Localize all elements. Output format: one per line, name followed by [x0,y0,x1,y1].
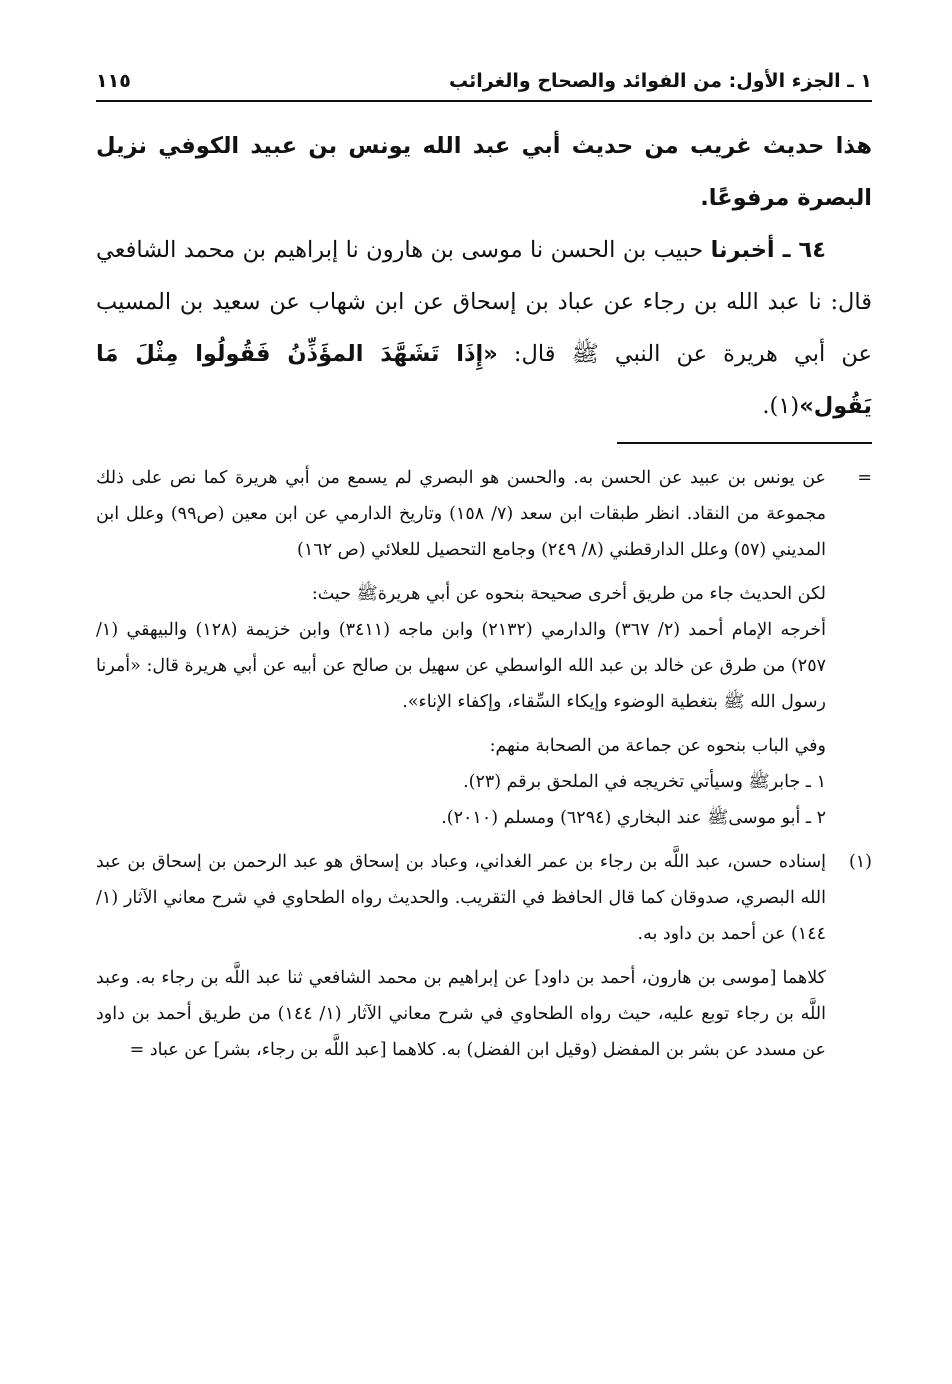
footnote-1-body [96,844,826,952]
footnote-text: أخرجه الإمام أحمد (٢/ ٣٦٧) والدارمي (٢١٣٢) وابن ماجه (٣٤١١) وابن خزيمة (١٢٨) والبيهقي (١/ ٢٥٧) من طرق عن خالد بن عبد الله الواسطي عن سهيل بن صالح عن أبيه عن أبي هريرة قال: «أمرنا رسول الله ﷺ بتغطية الوضوء وإيكاء السِّقاء، وإكفاء الإناء». [96,620,826,712]
hadith-paragraph [96,224,872,432]
main-text [96,120,872,432]
footnote-text: لكن الحديث جاء من طريق أخرى صحيحة بنحوه عن أبي هريرةﷺ حيث: [311,584,826,604]
spacer [96,568,826,576]
footnote-continuation [96,460,872,836]
continuation-marker: = [857,468,872,488]
spacer [96,720,826,728]
footnote-text: ١ ـ جابرﷺ وسيأتي تخريجه في الملحق برقم (٢٣). [463,772,826,792]
continuation-body [96,460,826,836]
footnote-text: إسناده حسن، عبد اللَّه بن رجاء بن عمر الغداني، وعباد بن إسحاق هو عبد الرحمن بن إسحاق بن عبد الله البصري، صدوقان كما قال الحافظ في التقريب. والحديث رواه الطحاوي في شرح معاني الآثار (١/ ١٤٤) عن أحمد بن داود به. [96,852,826,944]
footnote-divider [617,442,872,444]
footnote-text: عن يونس بن عبيد عن الحسن به. والحسن هو البصري لم يسمع من أبي هريرة كما نص على ذلك مجموعة من النقاد. انظر طبقات ابن سعد (٧/ ١٥٨) وتاريخ الدارمي عن ابن معين (ص٩٩) وعلل ابن المديني (٥٧) وعلل الدارقطني (٨/ ٢٤٩) وجامع التحصيل للعلائي (ص ١٦٢) [96,468,827,560]
spacer [96,836,872,844]
hadith-footnote-ref: (١). [762,393,800,419]
page-number: ١١٥ [96,70,131,92]
page-header [96,70,872,102]
footnote-text: ٢ ـ أبو موسىﷺ عند البخاري (٦٢٩٤) ومسلم (٢٠١٠). [441,808,826,828]
running-title: ١ ـ الجزء الأول: من الفوائد والصحاح والغرائب [448,70,872,92]
footnote-text: وفي الباب بنحوه عن جماعة من الصحابة منهم: [489,736,826,756]
footnotes [96,460,872,1068]
spacer [96,952,872,960]
hadith-quote: «إِذَا تَشَهَّدَ المؤَذِّنُ فَقُولُوا مِثْلَ مَا يَقُول» [96,341,872,419]
hadith-number: ٦٤ ـ أخبرنا [710,237,826,263]
footnote-1-marker: (١) [848,852,872,872]
closing-paragraph: هذا حديث غريب من حديث أبي عبد الله يونس بن عبيد الكوفي نزيل البصرة مرفوعًا. [96,133,872,211]
footnote-text: كلاهما [موسى بن هارون، أحمد بن داود] عن إبراهيم بن محمد الشافعي ثنا عبد اللَّه بن رجاء به. وعبد اللَّه بن رجاء توبع عليه، حيث رواه الطحاوي في شرح معاني الآثار (١/ ١٤٤) من طريق أحمد بن داود عن مسدد عن بشر بن المفضل (وقيل ابن الفضل) به. كلاهما [عبد اللَّه بن رجاء، بشر] عن عباد = [96,968,826,1060]
footnote-1 [96,844,872,952]
hadith-chain: حبيب بن الحسن نا موسى بن هارون نا إبراهيم بن محمد الشافعي قال: نا عبد الله بن رجاء عن عباد بن إسحاق عن ابن شهاب عن سعيد بن المسيب عن أبي هريرة عن النبي ﷺ قال: [96,237,872,367]
footnote-1-continued [96,960,872,1068]
book-page [96,70,872,1344]
